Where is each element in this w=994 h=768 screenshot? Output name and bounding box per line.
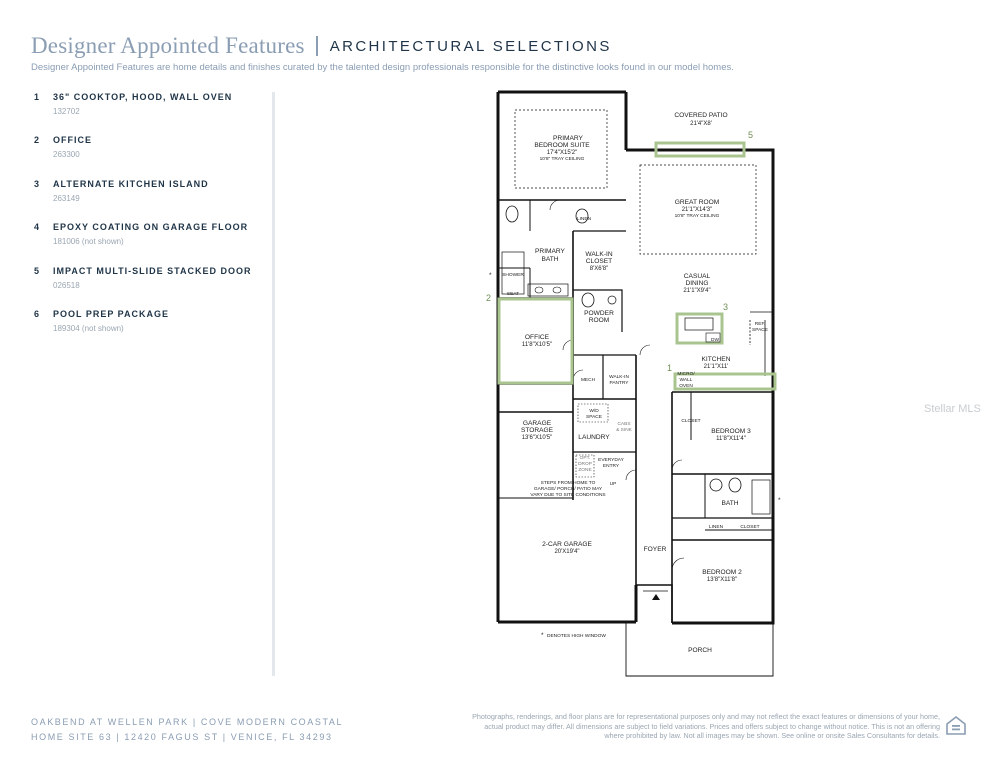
room-dimension: 11'8"X10'5"	[521, 342, 553, 348]
ref-space-line1: REF.	[754, 322, 766, 327]
floor-plan-drawing	[480, 84, 800, 694]
room-bedroom-2: BEDROOM 2	[702, 569, 742, 576]
room-bath: BATH	[721, 500, 739, 507]
room-walk-in-closet-line1: WALK-IN	[585, 251, 613, 258]
room-primary-bath-line1: PRIMARY	[535, 248, 565, 255]
feature-item	[34, 135, 274, 178]
room-dimension: 21'1"X9'4"	[683, 288, 711, 294]
drop-zone-line1: OPT.	[579, 456, 591, 461]
room-mech: MECH	[580, 378, 596, 383]
high-window-star: *	[489, 272, 492, 279]
room-foyer: FOYER	[643, 546, 667, 553]
feature-name: EPOXY COATING ON GARAGE FLOOR	[53, 222, 249, 233]
feature-name: POOL PREP PACKAGE	[53, 308, 170, 319]
feature-code: 189304 (not shown)	[53, 323, 124, 333]
everyday-entry-line2: ENTRY	[602, 464, 620, 469]
room-powder-line1: POWDER	[584, 310, 614, 317]
feature-item	[34, 309, 274, 352]
room-garage-storage-line2: STORAGE	[520, 427, 554, 434]
room-linen: LINEN	[708, 525, 724, 530]
room-walk-in-closet-line2: CLOSET	[585, 258, 613, 265]
micro-wall-oven-line3: OVEN	[679, 384, 693, 389]
room-dimension: 20'X19'4"	[554, 549, 580, 555]
room-dimension: 13'8"X11'8"	[706, 577, 738, 583]
feature-code: 181006 (not shown)	[53, 237, 124, 247]
room-dimension: 17'4"X15'2"	[546, 150, 578, 156]
room-garage-storage-line1: GARAGE	[522, 420, 552, 427]
highlight-marks	[499, 143, 775, 389]
feature-code: 263149	[53, 193, 80, 203]
footer-homesite: HOME SITE 63 | 12420 FAGUS ST | VENICE, FL 34293	[31, 732, 333, 742]
feature-name: ALTERNATE KITCHEN ISLAND	[53, 178, 209, 189]
footer-community: OAKBEND AT WELLEN PARK | COVE MODERN COASTAL	[31, 717, 344, 727]
room-dimension: 13'6"X10'5"	[521, 435, 553, 441]
micro-wall-oven-line1: MICRO/	[677, 372, 695, 377]
room-kitchen: KITCHEN	[701, 356, 731, 363]
ceiling-note: 10'8" TRAY CEILING	[539, 157, 585, 162]
feature-number: 5	[34, 265, 41, 276]
room-dimension: 21'4"X8'	[690, 121, 712, 127]
room-porch: PORCH	[688, 647, 712, 654]
feature-number: 3	[34, 178, 41, 189]
room-primary-bedroom-line1: PRIMARY	[553, 135, 583, 142]
room-walk-in-pantry-line2: PANTRY	[609, 381, 629, 386]
wd-space-line1: W/D	[589, 409, 599, 414]
ceiling-note: 10'8" TRAY CEILING	[674, 214, 720, 219]
steps-note-line1: STEPS FROM HOME TO	[540, 481, 596, 486]
room-dimension: 8'X6'8"	[589, 266, 609, 272]
page-header	[31, 33, 612, 59]
footer-address	[31, 715, 343, 745]
feature-number: 4	[34, 222, 41, 233]
steps-note-line2: GARAGE/ PORCH/ PATIO MAY	[533, 487, 603, 492]
feature-name: 36" COOKTOP, HOOD, WALL OVEN	[53, 92, 233, 102]
feature-code: 263300	[53, 150, 80, 160]
room-office: OFFICE	[524, 334, 550, 341]
cabs-sink-line1: CABS	[617, 422, 631, 427]
floor-plan	[480, 84, 800, 694]
high-window-note: DENOTES HIGH WINDOW	[547, 634, 606, 639]
steps-note-line3: VARY DUE TO SITE CONDITIONS	[530, 493, 606, 498]
feature-item	[34, 266, 274, 309]
room-great-room: GREAT ROOM	[674, 199, 720, 206]
callout-3: 3	[723, 302, 729, 312]
room-seat: SEAT	[506, 292, 520, 297]
room-garage: 2-CAR GARAGE	[542, 541, 592, 548]
feature-number: 2	[34, 135, 41, 146]
callout-5: 5	[748, 130, 754, 140]
callout-1: 1	[667, 363, 673, 373]
feature-list	[34, 92, 274, 352]
high-window-star: *	[541, 632, 544, 639]
ref-space-line2: SPACE	[752, 328, 768, 333]
equal-housing-icon	[945, 714, 967, 736]
room-shower: SHOWER	[502, 273, 524, 278]
appliance-dw: DW	[711, 338, 719, 343]
room-covered-patio: COVERED PATIO	[674, 112, 728, 119]
room-casual-dining-line1: CASUAL	[683, 273, 711, 280]
drop-zone-line3: ZONE	[578, 468, 592, 473]
page-description: Designer Appointed Features are home details and finishes curated by the talented design professionals responsible for the distinctive looks found in our model homes.	[31, 62, 734, 73]
room-laundry: LAUNDRY	[578, 434, 610, 441]
room-dimension: 21'1"X14'3"	[681, 207, 713, 213]
wd-space-line2: SPACE	[586, 415, 602, 420]
feature-number: 6	[34, 308, 41, 319]
stairs-up: UP	[609, 482, 617, 487]
room-powder-line2: ROOM	[588, 317, 610, 324]
drop-zone-line2: DROP	[578, 462, 592, 467]
room-dimension: 11'8"X11'4"	[716, 436, 746, 442]
micro-wall-oven-line2: WALL	[679, 378, 693, 383]
feature-item	[34, 222, 274, 265]
room-primary-bath-line2: BATH	[541, 256, 559, 263]
section-heading: ARCHITECTURAL SELECTIONS	[329, 37, 612, 55]
feature-name: OFFICE	[53, 135, 92, 146]
room-closet-b2: CLOSET	[740, 525, 760, 530]
room-linen: LINEN	[576, 217, 592, 222]
legal-disclaimer: Photographs, renderings, and floor plans are for representational purposes only and may not reflect the exact features or dimensions of your home, actual product may differ. All dimensions are subject to field variations. Prices and offers subject to change without notice. This is not an offering where prohibited by law. Not all images may be shown. See online or onsite Sales Consultants for details.	[472, 712, 940, 740]
feature-name: IMPACT MULTI-SLIDE STACKED DOOR	[53, 265, 252, 276]
feature-number: 1	[34, 92, 41, 102]
feature-code: 026518	[53, 280, 80, 290]
watermark: Stellar MLS	[924, 403, 981, 415]
page-title: Designer Appointed Features	[31, 33, 305, 58]
room-walk-in-pantry-line1: WALK-IN	[609, 375, 629, 380]
feature-item	[34, 92, 274, 135]
callout-2: 2	[486, 293, 492, 303]
high-window-star: *	[778, 497, 781, 504]
vertical-divider	[272, 92, 275, 676]
cabs-sink-line2: & SINK	[616, 428, 632, 433]
room-casual-dining-line2: DINING	[685, 280, 709, 287]
feature-item	[34, 179, 274, 222]
title-divider	[316, 36, 318, 56]
room-primary-bedroom-line2: BEDROOM SUITE	[534, 142, 590, 149]
feature-code: 132702	[53, 107, 80, 116]
room-closet-b3: CLOSET	[681, 419, 701, 424]
room-dimension: 21'1"X11'	[703, 364, 729, 370]
everyday-entry-line1: EVERYDAY	[598, 458, 624, 463]
room-bedroom-3: BEDROOM 3	[711, 428, 751, 435]
